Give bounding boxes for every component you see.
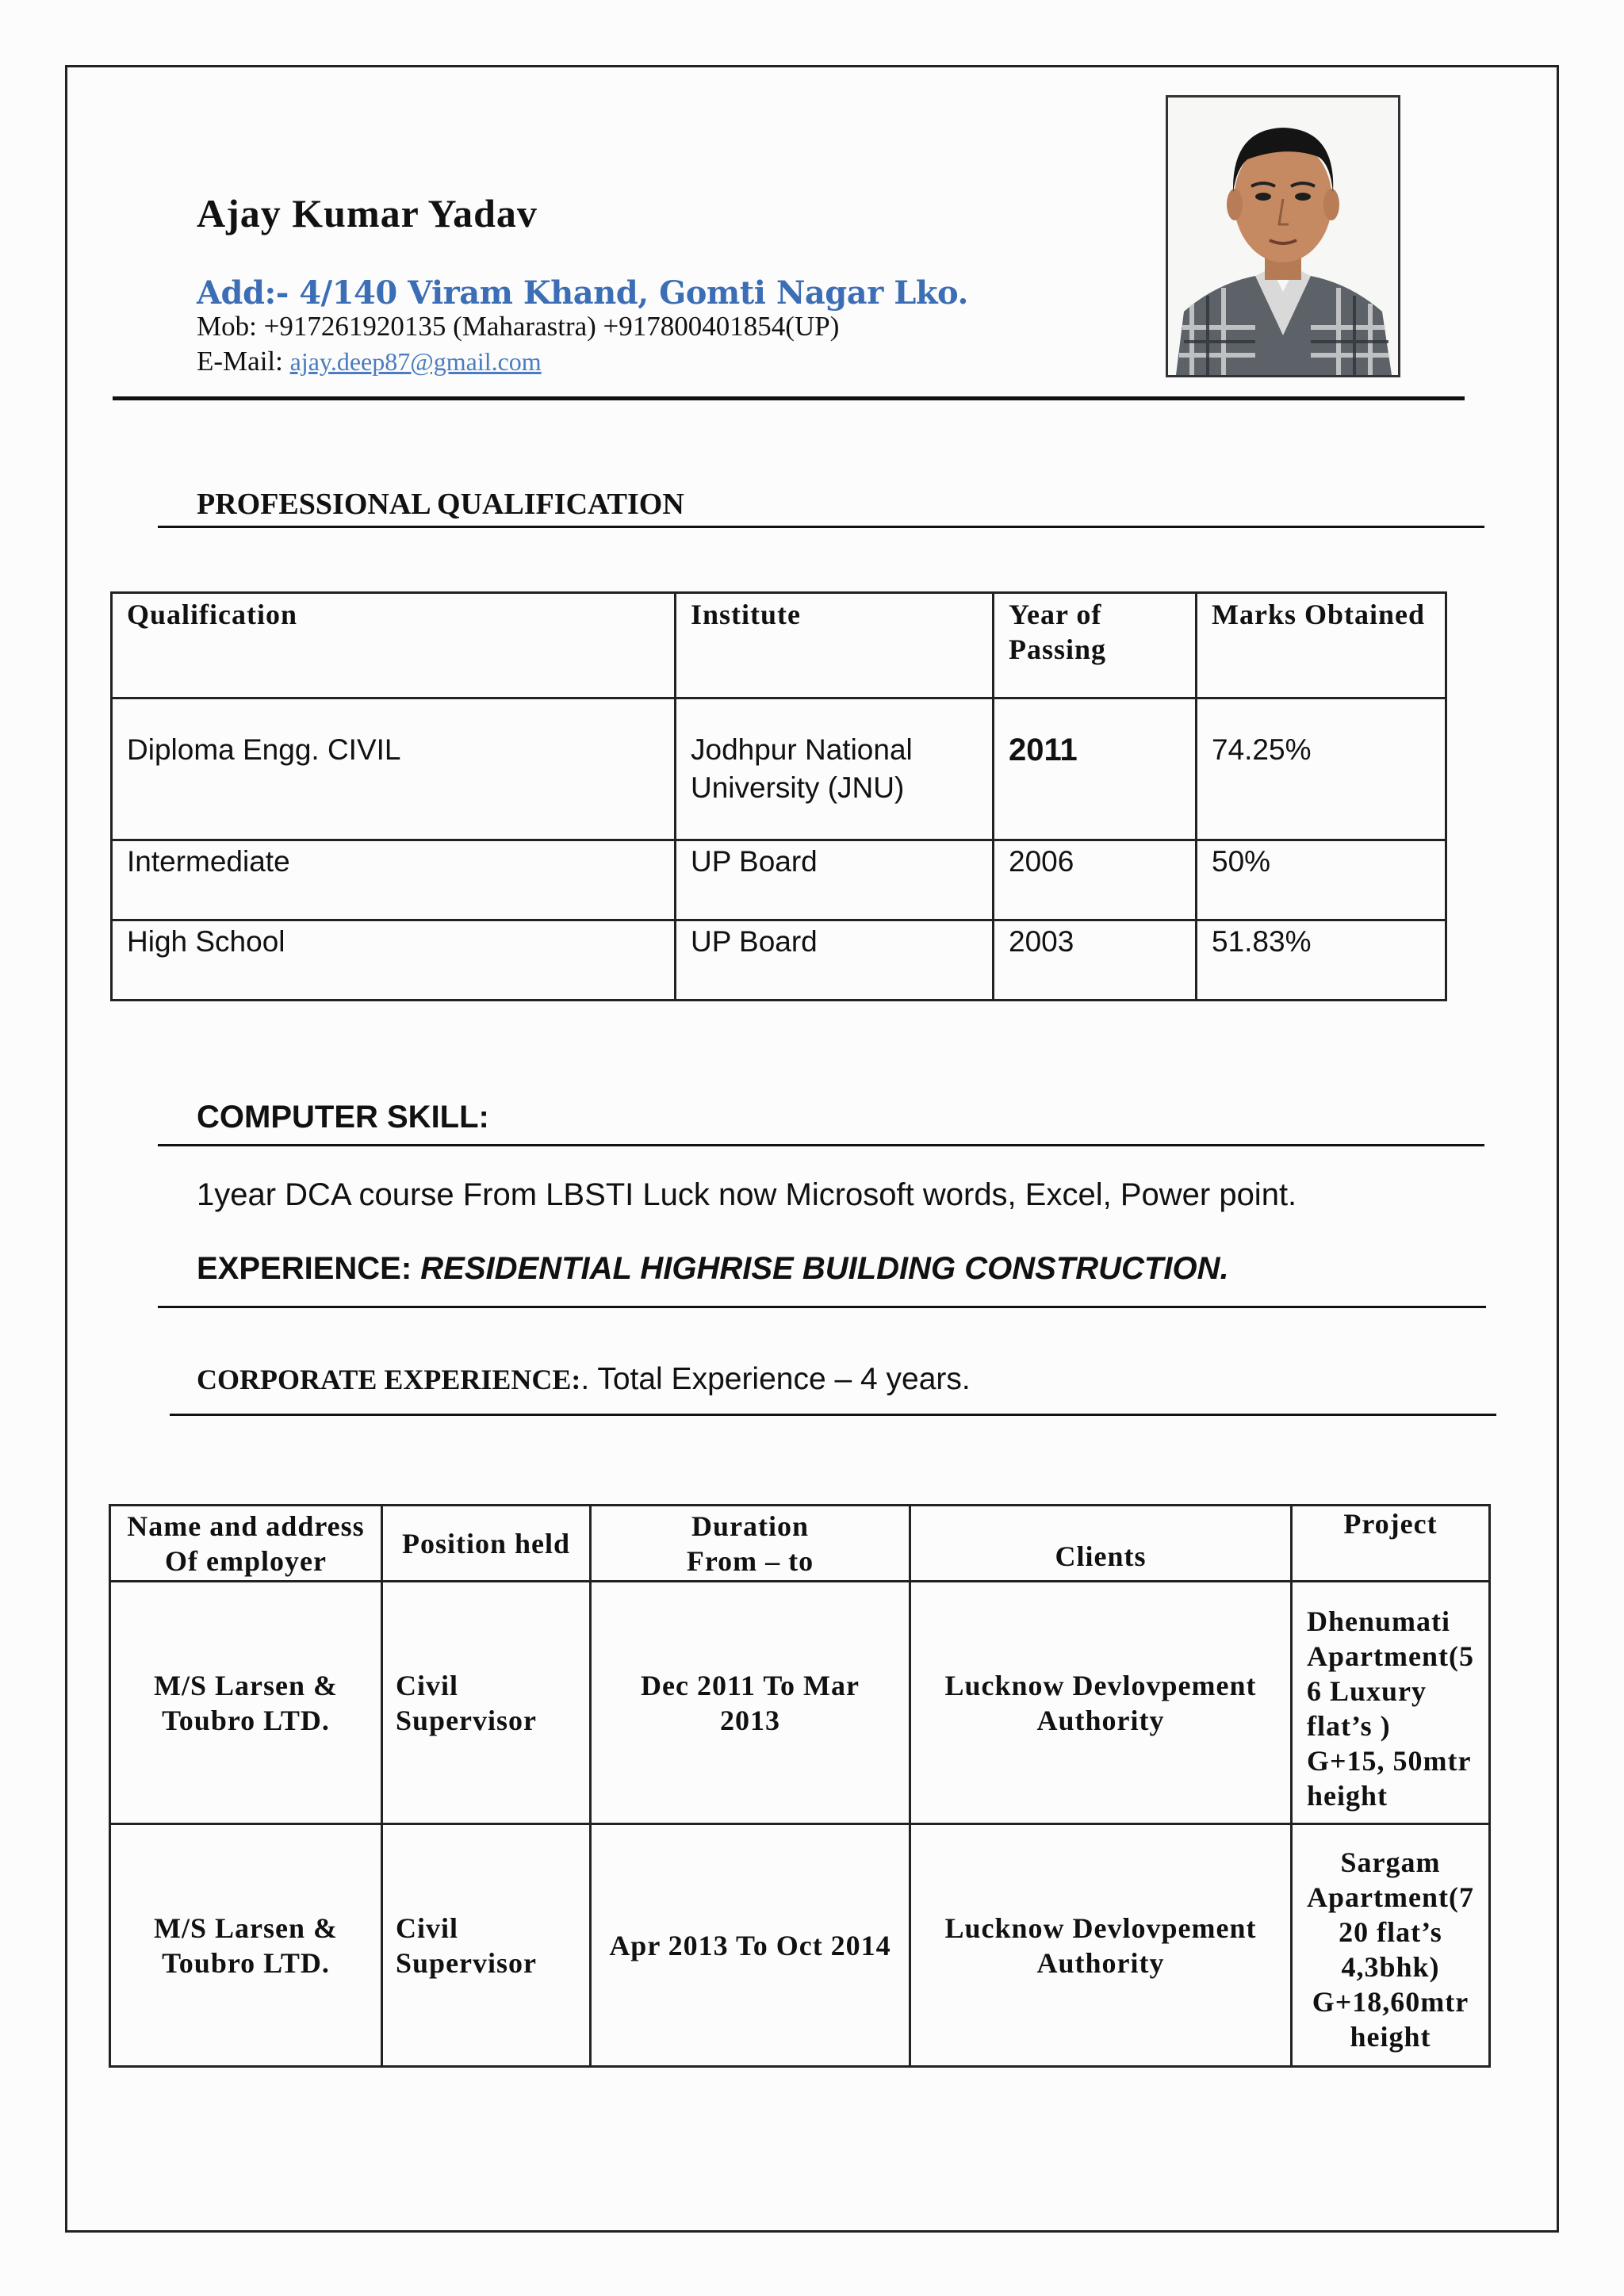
- project-line: Sargam: [1340, 1846, 1441, 1878]
- year-cell: 2006: [994, 840, 1197, 920]
- employer-line: Toubro LTD.: [162, 1946, 330, 1979]
- project-line: G+15, 50mtr: [1307, 1744, 1472, 1777]
- profile-photo: [1166, 95, 1400, 377]
- institute-cell: UP Board: [676, 840, 994, 920]
- column-header-project: Project: [1292, 1506, 1490, 1582]
- header-divider: [113, 396, 1465, 400]
- email-label: E-Mail:: [197, 346, 290, 377]
- duration-line: Dec 2011 To Mar: [641, 1669, 860, 1701]
- experience-line: [197, 1251, 1229, 1287]
- table-header-row: [112, 593, 1446, 698]
- corporate-experience-label: CORPORATE EXPERIENCE:: [197, 1364, 581, 1395]
- column-header-clients: Clients: [910, 1506, 1292, 1582]
- project-line: 20 flat’s: [1339, 1915, 1442, 1948]
- project-line: height: [1307, 1779, 1388, 1812]
- email-line: [197, 346, 542, 377]
- table-header-row: [110, 1506, 1490, 1582]
- clients-cell: [910, 1582, 1292, 1824]
- column-header-duration: [591, 1506, 910, 1582]
- table-row: [112, 920, 1446, 1001]
- section-divider: [158, 1306, 1486, 1308]
- project-line: G+18,60mtr: [1312, 1985, 1469, 2018]
- table-row: [112, 698, 1446, 840]
- marks-cell: 74.25%: [1197, 698, 1446, 840]
- duration-line: 2013: [720, 1704, 780, 1736]
- project-line: 4,3bhk): [1341, 1950, 1440, 1983]
- project-cell: [1292, 1582, 1490, 1824]
- position-line: Civil: [396, 1911, 459, 1944]
- header-line: From – to: [686, 1544, 814, 1577]
- column-header: Institute: [676, 593, 994, 698]
- table-row: [112, 840, 1446, 920]
- duration-line: Apr 2013 To Oct 2014: [609, 1929, 891, 1961]
- employer-line: M/S Larsen &: [154, 1911, 338, 1944]
- position-line: Supervisor: [396, 1946, 538, 1979]
- header-line: Name and address: [127, 1510, 365, 1542]
- project-line: Dhenumati: [1307, 1605, 1451, 1637]
- section-heading-professional-qualification: PROFESSIONAL QUALIFICATION: [197, 488, 684, 521]
- project-cell: [1292, 1824, 1490, 2067]
- clients-line: Authority: [1036, 1704, 1165, 1736]
- experience-label: EXPERIENCE:: [197, 1251, 421, 1286]
- project-line: Apartment(5: [1307, 1640, 1474, 1672]
- position-line: Supervisor: [396, 1704, 538, 1736]
- address: Add:- 4/140 Viram Khand, Gomti Nagar Lko.: [197, 274, 968, 312]
- year-cell: 2011: [994, 698, 1197, 840]
- clients-cell: [910, 1824, 1292, 2067]
- column-header-position: Position held: [382, 1506, 591, 1582]
- employment-table: [109, 1504, 1491, 2068]
- clients-line: Lucknow Devlovpement: [944, 1669, 1257, 1701]
- project-line: flat’s ): [1307, 1709, 1391, 1742]
- duration-cell: [591, 1582, 910, 1824]
- qualification-cell: Intermediate: [112, 840, 676, 920]
- clients-line: Authority: [1036, 1946, 1165, 1979]
- project-line: Apartment(7: [1307, 1881, 1474, 1913]
- employer-line: M/S Larsen &: [154, 1669, 338, 1701]
- column-header: Year of Passing: [994, 593, 1197, 698]
- qualification-cell: High School: [112, 920, 676, 1001]
- project-line: 6 Luxury: [1307, 1674, 1427, 1707]
- column-header: Qualification: [112, 593, 676, 698]
- year-cell: 2003: [994, 920, 1197, 1001]
- employer-cell: [110, 1582, 382, 1824]
- column-header-employer: [110, 1506, 382, 1582]
- section-divider: [158, 1144, 1484, 1146]
- table-row: [110, 1824, 1490, 2067]
- marks-cell: 51.83%: [1197, 920, 1446, 1001]
- institute-cell: Jodhpur National University (JNU): [676, 698, 994, 840]
- person-photo-icon: [1168, 98, 1398, 375]
- corporate-experience-line: [197, 1362, 971, 1397]
- institute-cell: UP Board: [676, 920, 994, 1001]
- section-divider: [158, 526, 1484, 528]
- project-line: height: [1350, 2020, 1431, 2053]
- header-line: Duration: [691, 1510, 809, 1542]
- section-divider: [170, 1414, 1496, 1416]
- duration-cell: [591, 1824, 910, 2067]
- column-header: Marks Obtained: [1197, 593, 1446, 698]
- header-line: Of employer: [165, 1544, 327, 1577]
- table-row: [110, 1582, 1490, 1824]
- corporate-experience-value: . Total Experience – 4 years.: [580, 1362, 971, 1396]
- marks-cell: 50%: [1197, 840, 1446, 920]
- experience-value: RESIDENTIAL HIGHRISE BUILDING CONSTRUCTION.: [420, 1251, 1229, 1286]
- position-cell: [382, 1582, 591, 1824]
- clients-line: Lucknow Devlovpement: [944, 1911, 1257, 1944]
- email-link[interactable]: ajay.deep87@gmail.com: [289, 347, 542, 376]
- qualification-table: [110, 591, 1447, 1001]
- computer-skill-text: 1year DCA course From LBSTI Luck now Microsoft words, Excel, Power point.: [197, 1177, 1297, 1212]
- mobile-numbers: Mob: +917261920135 (Maharastra) +917800401854(UP): [197, 311, 840, 342]
- employer-cell: [110, 1824, 382, 2067]
- position-cell: [382, 1824, 591, 2067]
- position-line: Civil: [396, 1669, 459, 1701]
- section-heading-computer-skill: COMPUTER SKILL:: [197, 1100, 489, 1135]
- employer-line: Toubro LTD.: [162, 1704, 330, 1736]
- candidate-name: Ajay Kumar Yadav: [197, 191, 538, 235]
- qualification-cell: Diploma Engg. CIVIL: [112, 698, 676, 840]
